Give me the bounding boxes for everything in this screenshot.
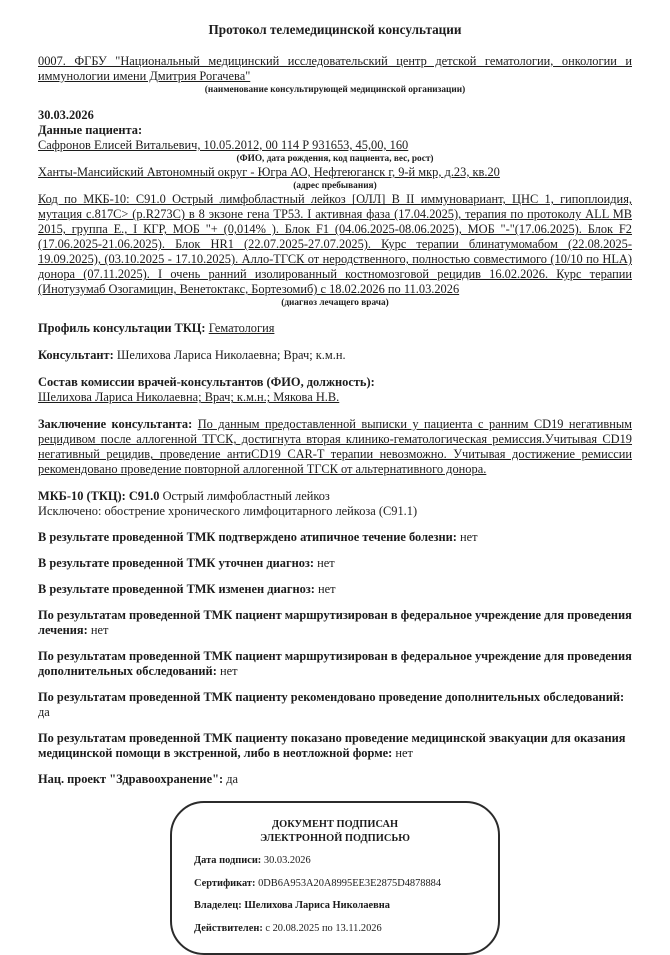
profile-line [38,321,632,336]
patient-info-caption: (ФИО, дата рождения, код пациента, вес, рост) [236,154,434,165]
result-label: В результате проведенной ТМК изменен диагноз: [38,582,315,597]
result-value: да [38,705,50,720]
consultant-label: Консультант: [38,348,114,363]
result-label: По результатам проведенной ТМК пациент маршрутизирован в федеральное учреждение для проведения дополнительных обследований: [38,649,632,679]
result-line [38,608,632,638]
result-label: По результатам проведенной ТМК пациенту рекомендовано проведение дополнительных обследований: [38,690,625,705]
patient-info: Сафронов Елисей Витальевич, 10.05.2012, 00 114 Р 931653, 45,00, 160 [38,138,409,153]
result-line [38,556,632,571]
org-caption: (наименование консультирующей медицинской организации) [204,84,466,95]
conclusion-label: Заключение консультанта: [38,417,193,432]
result-line [38,582,632,597]
signature-certificate-row [194,877,476,891]
mkb-tkc-label: МКБ-10 (ТКЦ): С91.0 [38,489,160,504]
signature-owner-value: Шелихова Лариса Николаевна [244,900,390,912]
result-value: нет [219,664,238,679]
signature-certificate-value: 0DB6A953A20A8995EE3E2875D4878884 [258,877,442,889]
diagnosis-text: Код по МКБ-10: С91.0 Острый лимфобластный лейкоз [ОЛЛ] В II иммуновариант, ЦНС 1, гипоплоидия, мутация c.817C> (p.R273C) в 8 экзоне гена ТР53. I активная фаза (17.04.2025), терапия по протоколу ALL MB 2015, группа Е., I КГР, МОБ "+ (0,014% ). Блок F1 (04.06.2025-08.06.2025), МОБ "-"(17.06.2025). Блок F2 (17.06.2025-21.06.2025). Блок HR1 (22.07.2025-27.07.2025). Курс терапии блинатумомабом (22.08.2025-19.09.2025), (03.10.2025 - 17.10.2025). Алло-ТГСК от неродственного, полностью совместимого (10/10 по HLA) донора (07.11.2025). I очень ранний изолированный костномозговой рецидив 16.02.2026. Курс терапии (Инотузумаб Озогамицин, Венетоктакс, Бортезомиб) с 18.02.2026 по 11.03.2026 [38,192,632,297]
profile-value: Гематология [208,321,275,336]
result-label: По результатам проведенной ТМК пациенту показано проведение медицинской эвакуации для оказания медицинской помощи в экстренной, либо в неотложной форме: [38,731,626,761]
result-line [38,690,632,720]
signature-date-row [194,854,476,868]
signature-header-line2: ЭЛЕКТРОННОЙ ПОДПИСЬЮ [260,832,410,844]
mkb-tkc-value: Острый лимфобластный лейкоз [162,489,330,504]
signature-certificate-label: Сертификат: [194,877,256,889]
patient-section-label: Данные пациента: [38,123,143,138]
mkb-tkc-excluded: Исключено: обострение хронического лимфоцитарного лейкоза (С91.1) [38,504,418,519]
signature-header-line1: ДОКУМЕНТ ПОДПИСАН [271,819,399,831]
signature-validity-row [194,922,476,936]
signature-owner-label: Владелец: [194,900,242,912]
result-line [38,649,632,679]
patient-address: Ханты-Мансийский Автономный округ - Югра АО, Нефтеюганск г, 9-й мкр, д.23, кв.20 [38,165,500,180]
org-name: 0007. ФГБУ "Национальный медицинский исследовательский центр детской гематологии, онкологии и иммунологии имени Дмитрия Рогачева" [38,53,632,83]
signature-owner-row [194,899,476,913]
signature-validity-label: Действителен: [194,922,263,934]
conclusion-paragraph [38,417,632,477]
national-project-value: да [226,772,238,787]
result-label: По результатам проведенной ТМК пациент маршрутизирован в федеральное учреждение для проведения лечения: [38,608,632,638]
patient-address-caption: (адрес пребывания) [293,181,377,192]
result-value: нет [90,623,109,638]
result-label: В результате проведенной ТМК подтверждено атипичное течение болезни: [38,530,457,545]
consultation-date: 30.03.2026 [38,108,94,123]
signature-header [194,818,476,845]
profile-label: Профиль консультации ТКЦ: [38,321,206,336]
commission-label: Состав комиссии врачей-консультантов (ФИО, должность): [38,375,375,390]
diagnosis-caption: (диагноз лечащего врача) [281,298,389,309]
document-title: Протокол телемедицинской консультации [208,22,462,37]
consultant-value: Шелихова Лариса Николаевна; Врач; к.м.н. [116,348,346,363]
signature-date-label: Дата подписи: [194,855,262,867]
result-value: нет [460,530,478,545]
conclusion-value: По данным предоставленной выписки у пациента с ранним CD19 негативным рецидивом после аллогенной ТГСК, достигнута вторая клинико-гематологическая ремиссия.Учитывая CD19 негативный рецидив, проведение антиCD19 CAR-T терапии невозможно. Учитывая достижение ремиссии рекомендовано проведение повторной аллогенной ТГСК от альтернативного донора. [38,417,632,477]
result-value: нет [395,746,413,761]
result-value: нет [318,582,336,597]
signature-validity-value: с 20.08.2025 по 13.11.2026 [265,922,382,934]
consultant-line [38,348,632,363]
signature-date-value: 30.03.2026 [263,855,311,867]
electronic-signature-stamp [170,801,500,955]
mkb-tkc-line [38,489,632,504]
result-line [38,731,632,761]
national-project-line [38,772,632,787]
result-label: В результате проведенной ТМК уточнен диагноз: [38,556,315,571]
result-value: нет [317,556,335,571]
national-project-label: Нац. проект "Здравоохранение": [38,772,224,787]
commission-value: Шелихова Лариса Николаевна; Врач; к.м.н.; Мякова Н.В. [38,390,340,405]
result-line [38,530,632,545]
